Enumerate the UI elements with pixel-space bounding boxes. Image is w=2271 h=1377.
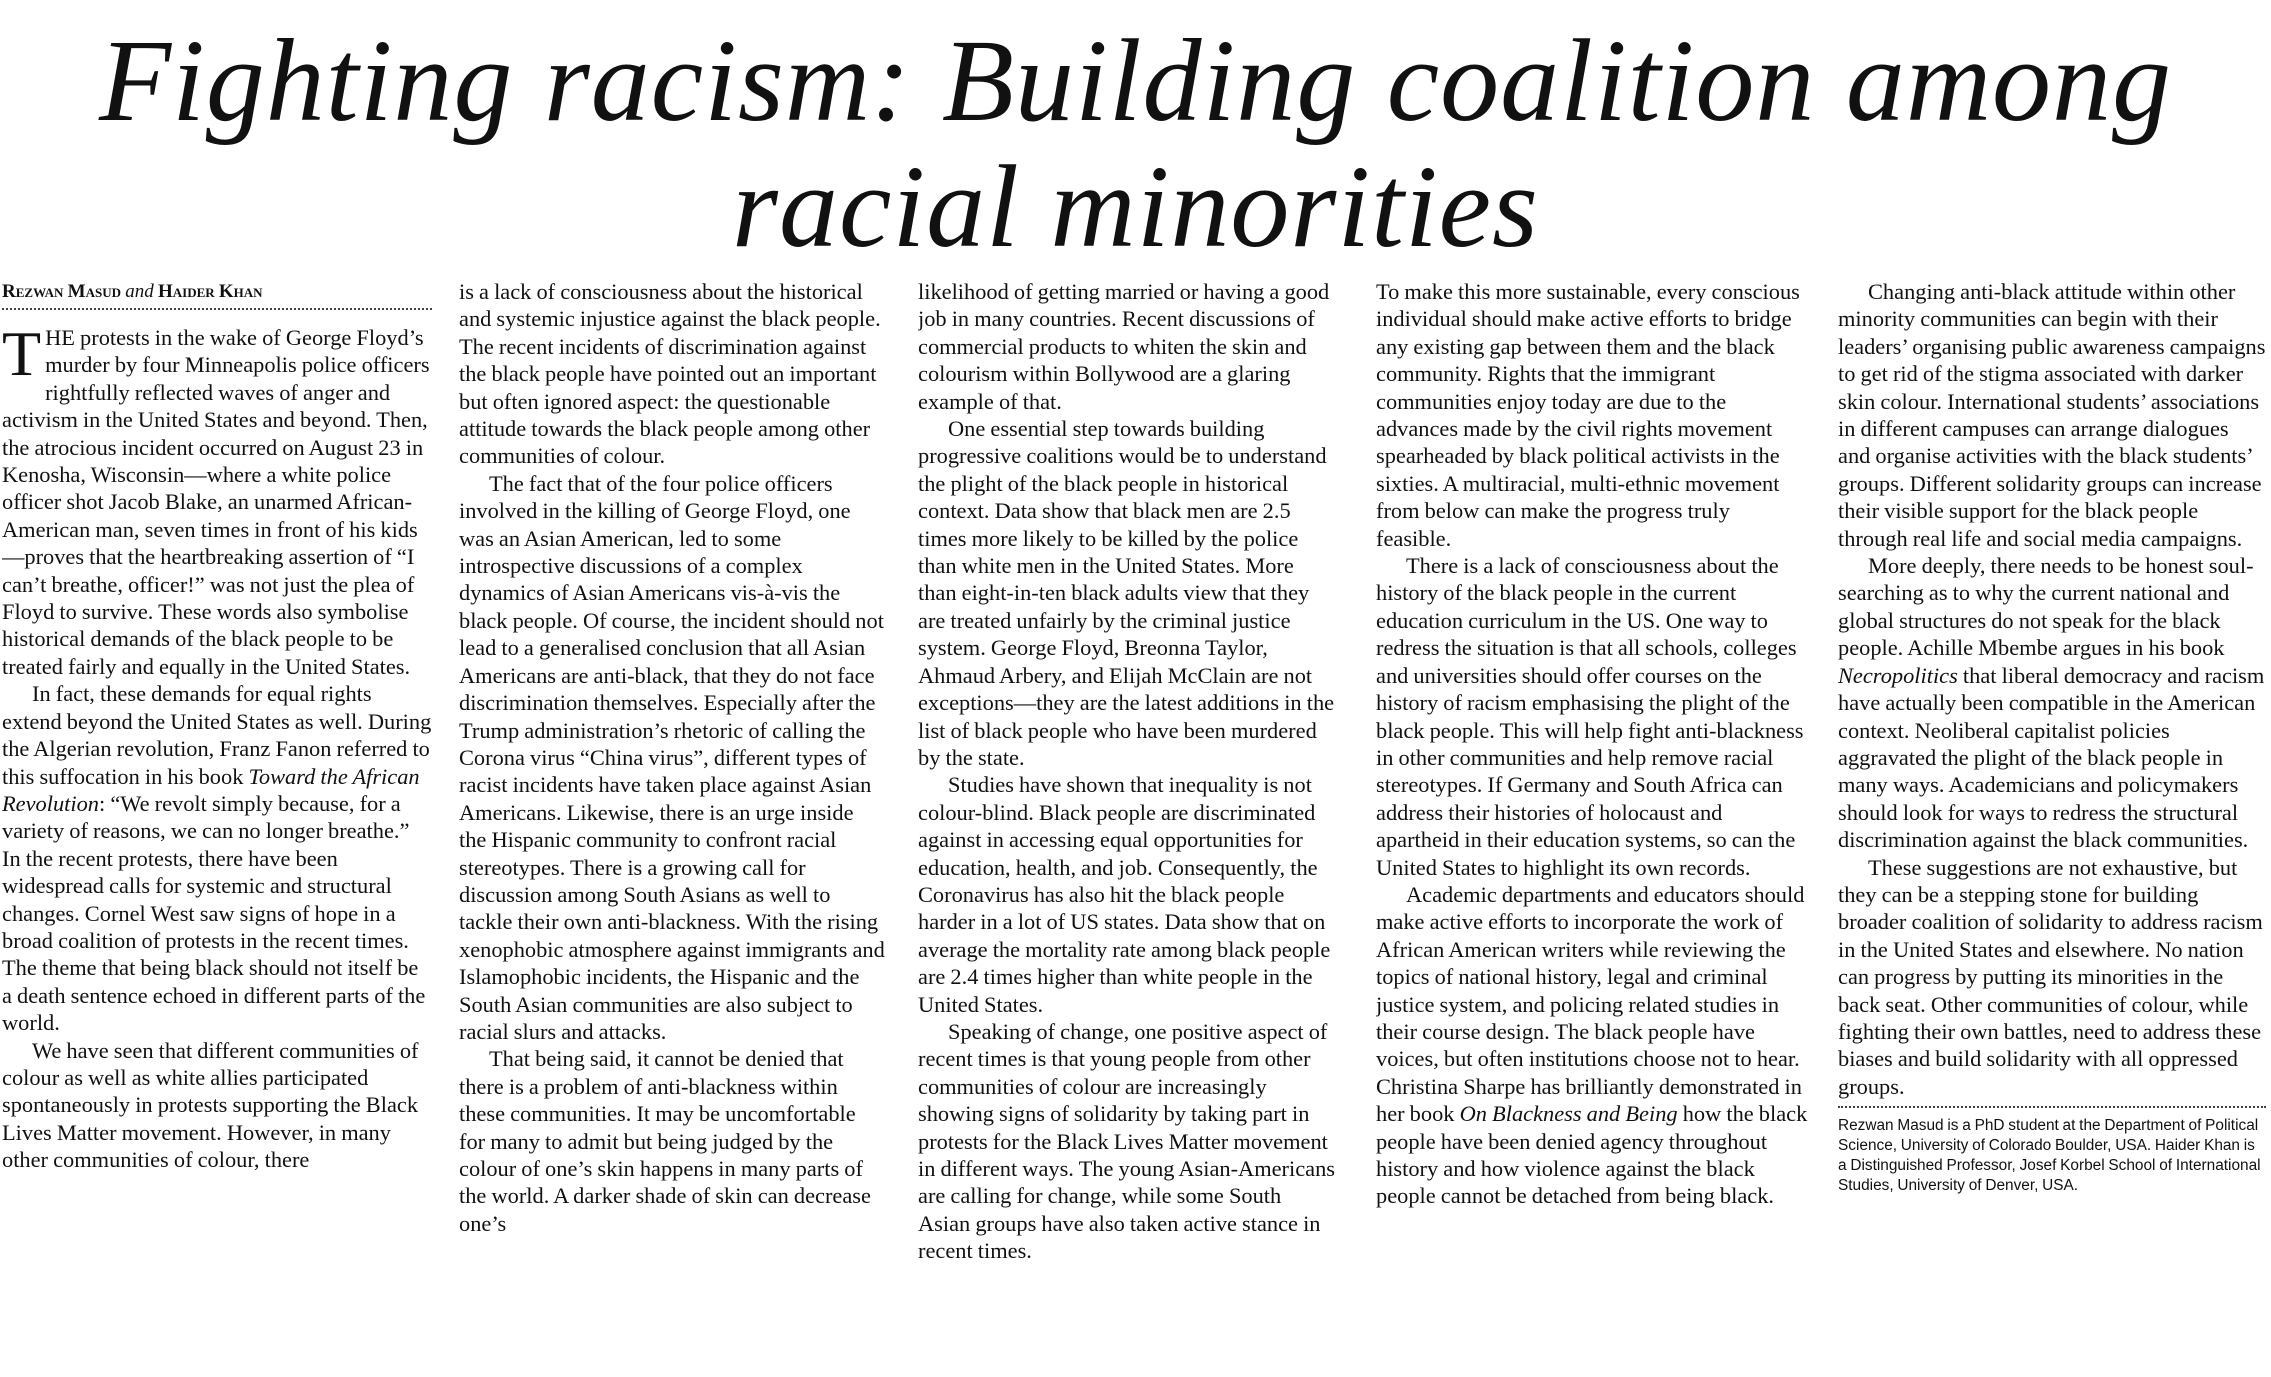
paragraph (1838, 552, 2266, 853)
paragraph: One essential step towards building progressive coalitions would be to understand the plight of the black people in historical context. Data show that black men are 2.5 times more likely to be killed by the police than white men in the United States. More than eight-in-ten black adults view that they are treated unfairly by the criminal justice system. George Floyd, Breonna Taylor, Ahmaud Arbery, and Elijah McClain are not exceptions—they are the latest additions in the list of black people who have been murdered by the state. (918, 416, 1335, 770)
paragraph-text: : “We revolt simply because, for a variety of reasons, we can no longer breathe.” In the recent protests, there have been widespread calls for systemic and structural changes. Cornel West saw signs of hope in a broad coalition of protests in the recent times. The theme that being black should not itself be a death sentence echoed in different parts of the world. (2, 790, 426, 1036)
paragraph (2, 318, 432, 680)
paragraph: The fact that of the four police officers involved in the killing of George Floyd, one was an Asian American, led to some introspective discussions of a complex dynamics of Asian Americans vis-à-vis the black people. Of course, the incident should not lead to a generalised conclusion that all Asian Americans are anti-black, that they do not face discrimination themselves. Especially after the Trump administration’s rhetoric of calling the Corona virus “China virus”, different types of racist incidents have taken place against Asian Americans. Likewise, there is an urge inside the Hispanic community to confront racial stereotypes. There is a growing call for discussion among South Asians as well to tackle their own anti-blackness. With the rising xenophobic atmosphere against immigrants and Islamophobic incidents, the Hispanic and the South Asian communities are also subject to racial slurs and attacks. (459, 470, 885, 1044)
paragraph: likelihood of getting married or having a good job in many countries. Recent discussions of commercial products to whiten the skin and colourism within Bollywood are a glaring example of that. (918, 279, 1330, 414)
paragraph-text: how the black people have been denied agency throughout history and how violence against the black people cannot be detached from being black. (1376, 1101, 1808, 1209)
drop-cap: T (2, 318, 42, 389)
author-1: Rezwan Masud (2, 281, 121, 302)
column-2 (459, 278, 885, 1373)
paragraph: These suggestions are not exhaustive, but they can be a stepping stone for building broader coalition of solidarity to address racism in the United States and elsewhere. No nation can progress by putting its minorities in the back seat. Other communities of colour, while fighting their own battles, need to address these biases and build solidarity with all oppressed groups. (1838, 854, 2263, 1099)
paragraph: Studies have shown that inequality is not colour-blind. Black people are discriminated against in accessing equal opportunities for education, health, and job. Consequently, the Coronavirus has also hit the black people harder in a lot of US states. Data show that on average the mortality rate among black people are 2.4 times higher than white people in the United States. (918, 772, 1331, 1017)
column-3 (918, 278, 1336, 1373)
paragraph: That being said, it cannot be denied that there is a problem of anti-blackness within these communities. It may be uncomfortable for many to admit but being judged by the colour of one’s skin happens in many parts of the world. A darker shade of skin can decrease one’s (459, 1046, 871, 1236)
paragraph: Speaking of change, one positive aspect of recent times is that young people from other communities of colour are increasingly showing signs of solidarity by taking part in protests for the Black Lives Matter movement in different ways. The young Asian-Americans are calling for change, while some South Asian groups have also taken active stance in recent times. (918, 1018, 1336, 1264)
paragraph: Changing anti-black attitude within other minority communities can begin with their leaders’ organising public awareness campaigns to get rid of the stigma associated with darker skin colour. International students’ associations in different campuses can arrange dialogues and organise activities with the black students’ groups. Different solidarity groups can increase their visible support for the black people through real life and social media campaigns. (1838, 279, 2266, 551)
paragraph-text: that liberal democracy and racism have actually been compatible in the American context. Neoliberal capitalist policies aggravated the plight of the black people in many ways. Academicians and policymakers should look for ways to redress the structural discrimination against the black communities. (1838, 662, 2265, 853)
author-bio: Rezwan Masud is a PhD student at the Department of Political Science, University of Colorado Boulder, USA. Haider Khan is a Distinguished Professor, Josef Korbel School of International Studies, University of Denver, USA. (1838, 1106, 2266, 1196)
headline-line-1: Fighting racism: Building coalition among (98, 15, 2173, 146)
paragraph-text: Academic departments and educators should make active efforts to incorporate the work of African American writers while reviewing the topics of national history, legal and criminal justice system, and policing related studies in their course design. The black people have voices, but often institutions choose not to hear. Christina Sharpe has brilliantly demonstrated in her book (1376, 881, 1805, 1127)
book-title: Toward the African Revolution (2, 763, 420, 816)
column-1 (2, 278, 432, 1373)
paragraph (1376, 881, 1808, 1210)
author-2: Haider Khan (157, 281, 263, 302)
book-title: On Blackness and Being (1459, 1101, 1678, 1127)
paragraph: is a lack of consciousness about the historical and systemic injustice against the black people. The recent incidents of discrimination against the black people have pointed out an important but often ignored aspect: the questionable attitude towards the black people among other communities of colour. (459, 279, 881, 469)
paragraph: There is a lack of consciousness about the history of the black people in the current education curriculum in the US. One way to redress the situation is that all schools, colleges and universities should offer courses on the history of racism emphasising the plight of the black people. This will help fight anti-blackness in other communities and help remove racial stereotypes. If Germany and South Africa can address their histories of holocaust and apartheid in their education systems, so can the United States to highlight its own records. (1376, 553, 1804, 880)
paragraph-text: In fact, these demands for equal rights extend beyond the United States as well. During the Algerian revolution, Franz Fanon referred to this suffocation in his book (2, 681, 432, 789)
paragraph-text: HE protests in the wake of George Floyd’s murder by four Minneapolis police officers rightfully reflected waves of anger and activism in the United States and beyond. Then, the atrocious incident occurred on August 23 in Kenosha, Wisconsin—where a white police officer shot Jacob Blake, an unarmed African-American man, seven times in front of his kids—proves that the heartbreaking assertion of “I can’t breathe, officer!” was not just the plea of Floyd to survive. These words also symbolise historical demands of the black people to be treated fairly and equally in the United States. (2, 325, 430, 679)
column-5 (1838, 278, 2266, 1373)
column-4 (1376, 278, 1808, 1373)
headline-line-2: racial minorities (732, 141, 1539, 272)
byline (2, 280, 432, 310)
paragraph: To make this more sustainable, every conscious individual should make active efforts to bridge any existing gap between them and the black community. Rights that the immigrant communities enjoy today are due to the advances made by the civil rights movement spearheaded by black political activists in the sixties. A multiracial, multi-ethnic movement from below can make the progress truly feasible. (1376, 279, 1800, 551)
paragraph (2, 680, 432, 1036)
paragraph-text: More deeply, there needs to be honest soul-searching as to why the current national and global structures do not speak for the black people. Achille Mbembe argues in his book (1838, 553, 2254, 661)
book-title: Necropolitics (1838, 662, 1958, 688)
byline-and: and (125, 281, 154, 302)
paragraph: We have seen that different communities of colour as well as white allies participated spontaneously in protests supporting the Black Lives Matter movement. However, in many other communities of colour, there (2, 1037, 419, 1173)
